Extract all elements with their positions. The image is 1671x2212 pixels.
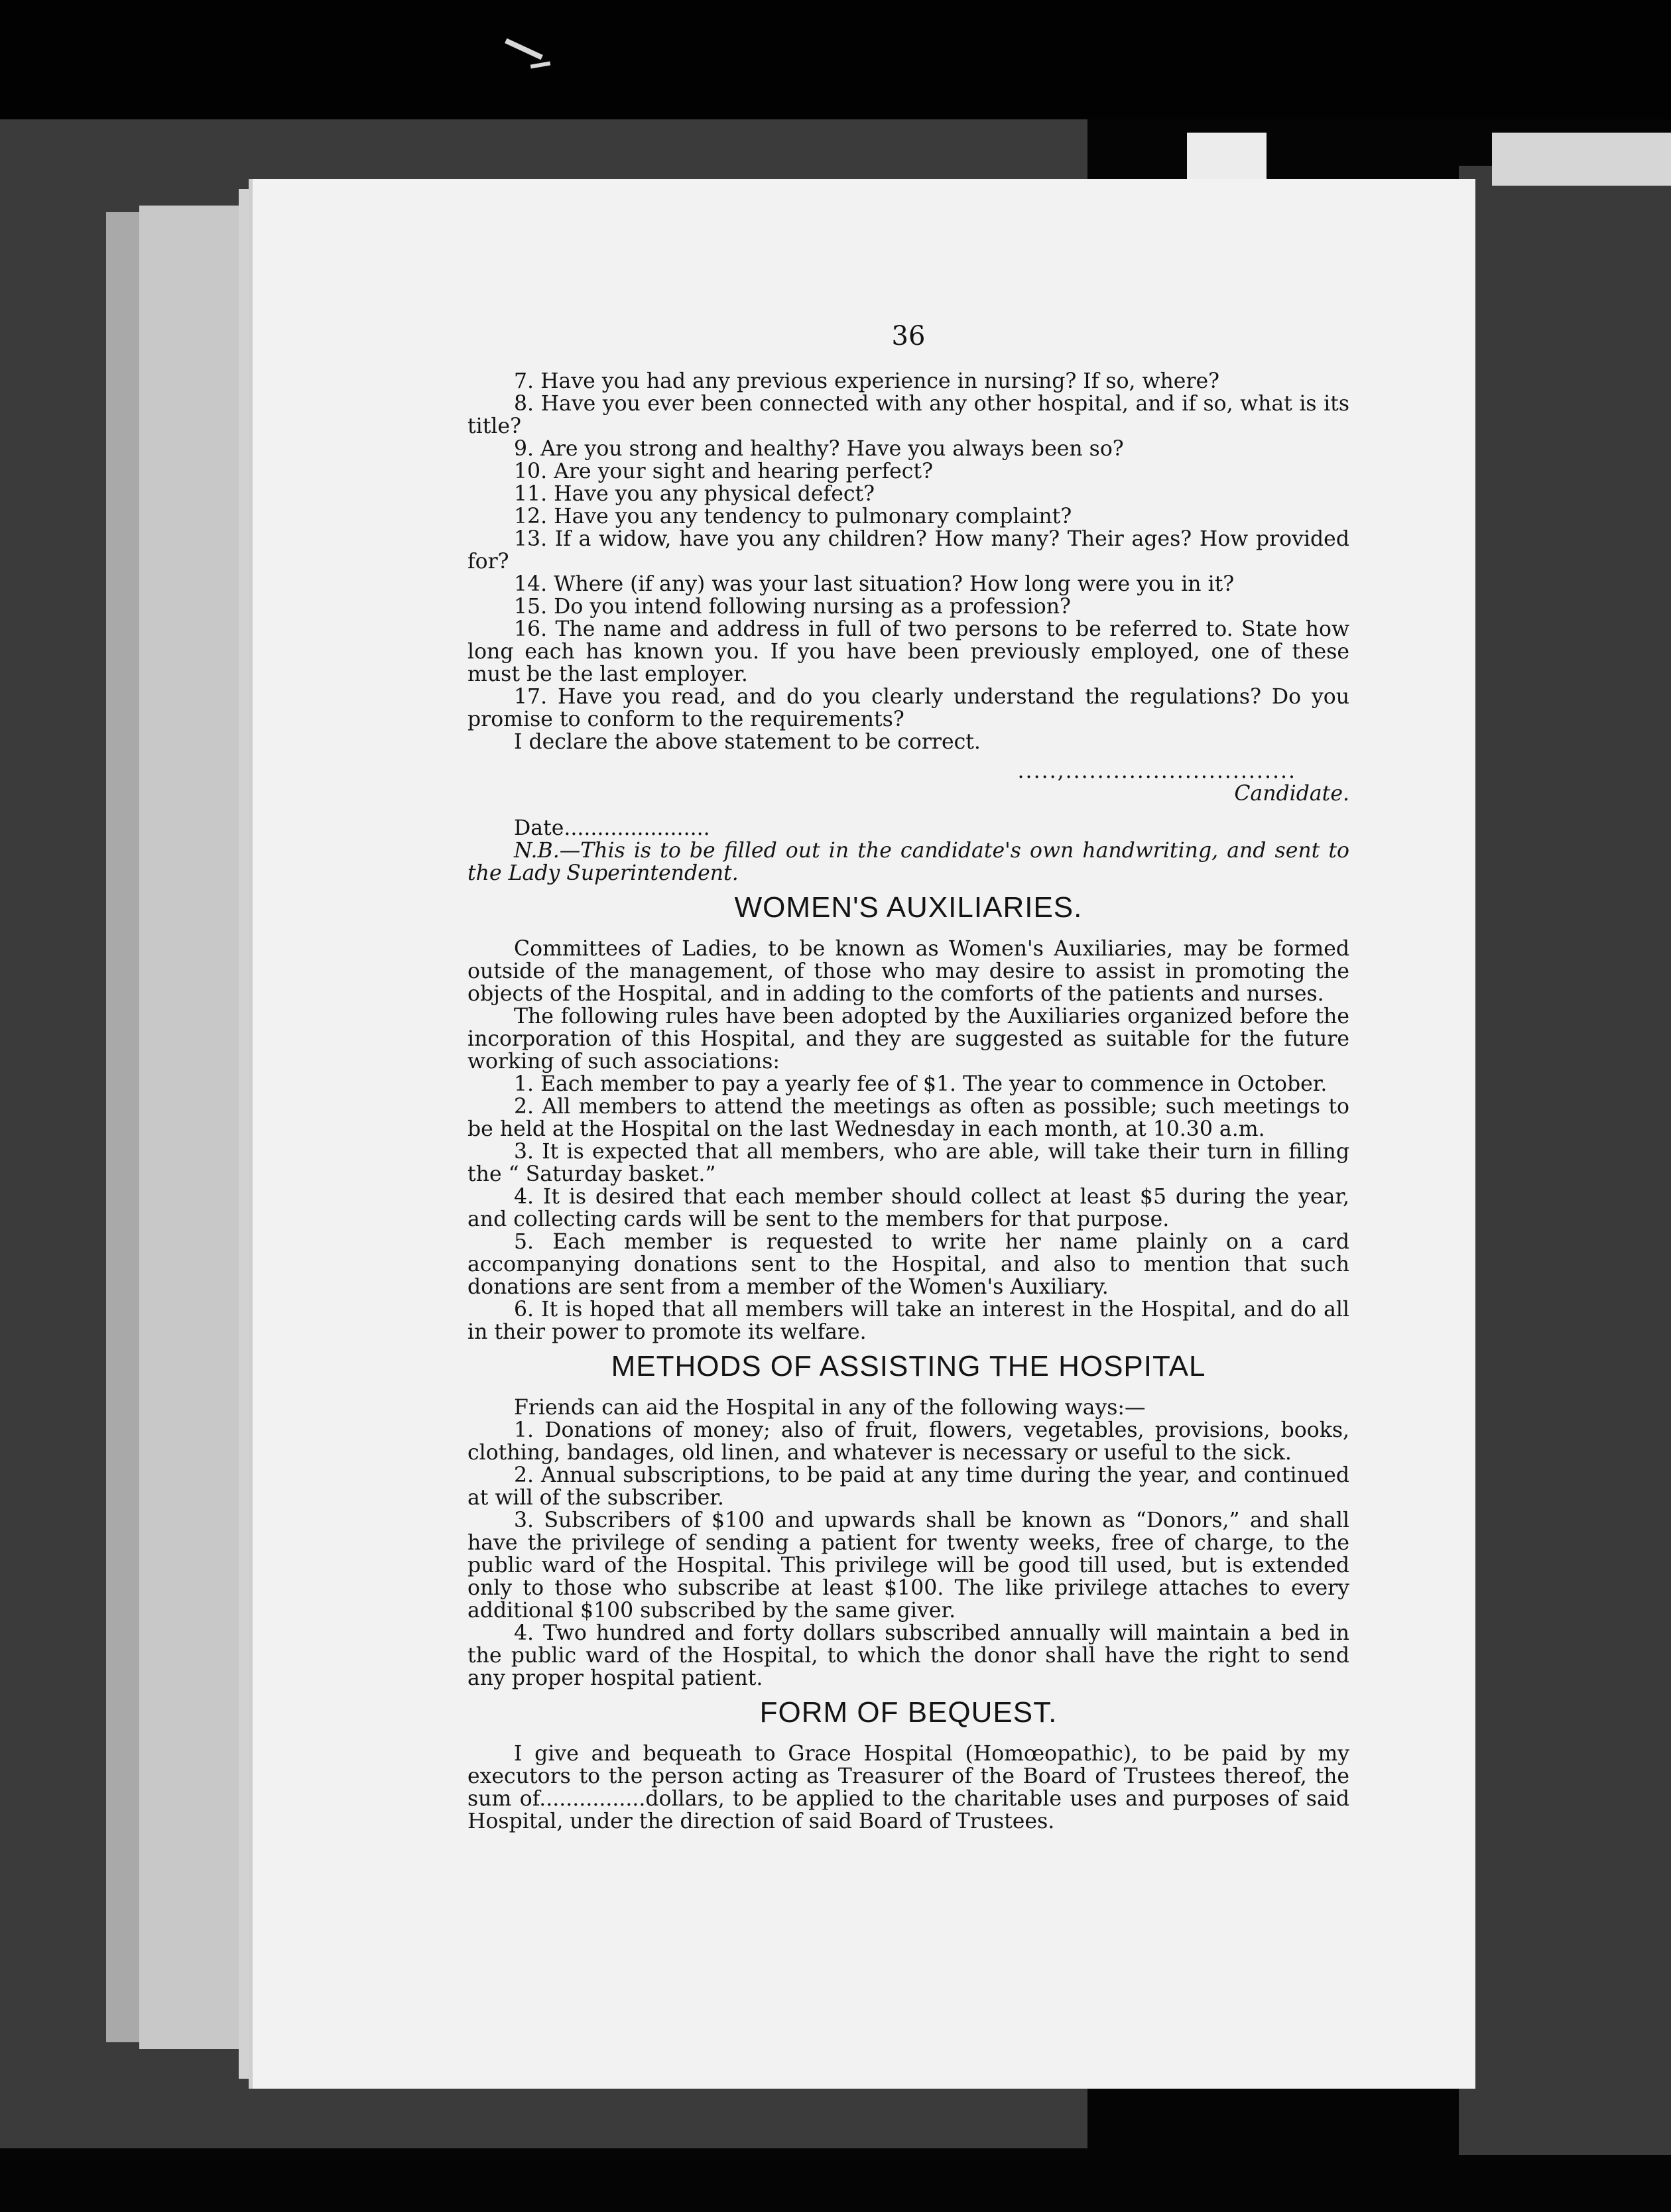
auxiliaries-intro: Committees of Ladies, to be known as Women's Auxiliaries, may be formed outside of the management, of those who may desire to assist in promoting the objects of the Hospital, and in adding to the comforts of the patients and nurses. (467, 937, 1349, 1006)
question-item: 8. Have you ever been connected with any other hospital, and if so, what is its title? (467, 392, 1349, 438)
auxiliaries-heading: WOMEN'S AUXILIARIES. (734, 891, 1083, 924)
auxiliaries-intro: The following rules have been adopted by the Auxiliaries organized before the incorporation of this Hospital, and they are suggested as suitable for the future working of such associations: (467, 1005, 1349, 1074)
questions-list (467, 370, 1349, 731)
question-item: 17. Have you read, and do you clearly understand the regulations? Do you promise to conform to the requirements? (467, 685, 1349, 731)
page-tab (1187, 133, 1267, 179)
methods-heading: METHODS OF ASSISTING THE HOSPITAL (611, 1350, 1206, 1382)
candidate-label: Candidate. (1234, 782, 1349, 806)
question-item: 9. Are you strong and healthy? Have you always been so? (514, 437, 1124, 461)
book-cover-right (1459, 166, 1671, 2155)
question-item: 7. Have you had any previous experience in nursing? If so, where? (514, 369, 1220, 393)
declaration: I declare the above statement to be correct. (514, 730, 981, 754)
nb-note: N.B.—This is to be filled out in the candidate's own handwriting, and sent to the Lady Superintendent. (467, 839, 1349, 885)
methods-list (467, 1419, 1349, 1690)
method-item: 2. Annual subscriptions, to be paid at any time during the year, and continued at will of the subscriber. (467, 1463, 1349, 1510)
rule-item: 1. Each member to pay a yearly fee of $1. The year to commence in October. (514, 1072, 1328, 1096)
bequest-heading: FORM OF BEQUEST. (759, 1696, 1058, 1729)
rule-item: 3. It is expected that all members, who are able, will take their turn in filling the “ Saturday basket.” (467, 1140, 1349, 1186)
left-page-inner (139, 206, 252, 2049)
rule-item: 6. It is hoped that all members will take an interest in the Hospital, and do all in their power to promote its welfare. (467, 1298, 1349, 1344)
rule-item: 5. Each member is requested to write her name plainly on a card accompanying donations sent to the Hospital, and also to mention that such donations are sent from a member of the Women's Auxiliary. (467, 1230, 1349, 1299)
methods-intro: Friends can aid the Hospital in any of the following ways:— (514, 1396, 1146, 1420)
question-item: 13. If a widow, have you any children? How many? Their ages? How provided for? (467, 527, 1349, 574)
rule-item: 4. It is desired that each member should collect at least $5 during the year, and collecting cards will be sent to the members for that purpose. (467, 1185, 1349, 1231)
scan-background-top (0, 0, 1671, 119)
method-item: 4. Two hundred and forty dollars subscribed annually will maintain a bed in the public ward of the Hospital, to which the donor shall have the right to send any proper hospital patient. (467, 1621, 1349, 1690)
question-item: 16. The name and address in full of two persons to be referred to. State how long each has known you. If you have been previously employed, one of these must be the last employer. (467, 617, 1349, 686)
method-item: 3. Subscribers of $100 and upwards shall be known as “Donors,” and shall have the privilege of sending a patient for twenty weeks, free of charge, to the public ward of the Hospital. This privilege will be good till used, but is extended only to those who subscribe at least $100. The like privilege attaches to every additional $100 subscribed by the same giver. (467, 1508, 1349, 1623)
book-page (249, 179, 1475, 2089)
question-item: 10. Are your sight and hearing perfect? (514, 460, 933, 483)
question-item: 12. Have you any tendency to pulmonary complaint? (514, 505, 1072, 528)
book-cover-edge (1492, 133, 1671, 186)
date-line: Date...................... (514, 816, 710, 840)
bequest-text: I give and bequeath to Grace Hospital (Homœopathic), to be paid by my executors to the person acting as Treasurer of the Board of Trustees thereof, the sum of................dollars, to be applied to the charitable uses and purposes of said Hospital, under the direction of said Board of Trustees. (467, 1742, 1349, 1833)
page-content (467, 321, 1349, 1833)
page-number: 36 (891, 321, 926, 351)
rule-item: 2. All members to attend the meetings as often as possible; such meetings to be held at the Hospital on the last Wednesday in each month, at 10.30 a.m. (467, 1095, 1349, 1141)
signature-line: .....,............................. (1017, 759, 1296, 783)
method-item: 1. Donations of money; also of fruit, flowers, vegetables, provisions, books, clothing, bandages, old linen, and whatever is necessary or useful to the sick. (467, 1418, 1349, 1465)
question-item: 14. Where (if any) was your last situation? How long were you in it? (514, 572, 1235, 596)
question-item: 15. Do you intend following nursing as a profession? (514, 595, 1071, 619)
question-item: 11. Have you any physical defect? (514, 482, 875, 506)
auxiliaries-rules (467, 1073, 1349, 1343)
